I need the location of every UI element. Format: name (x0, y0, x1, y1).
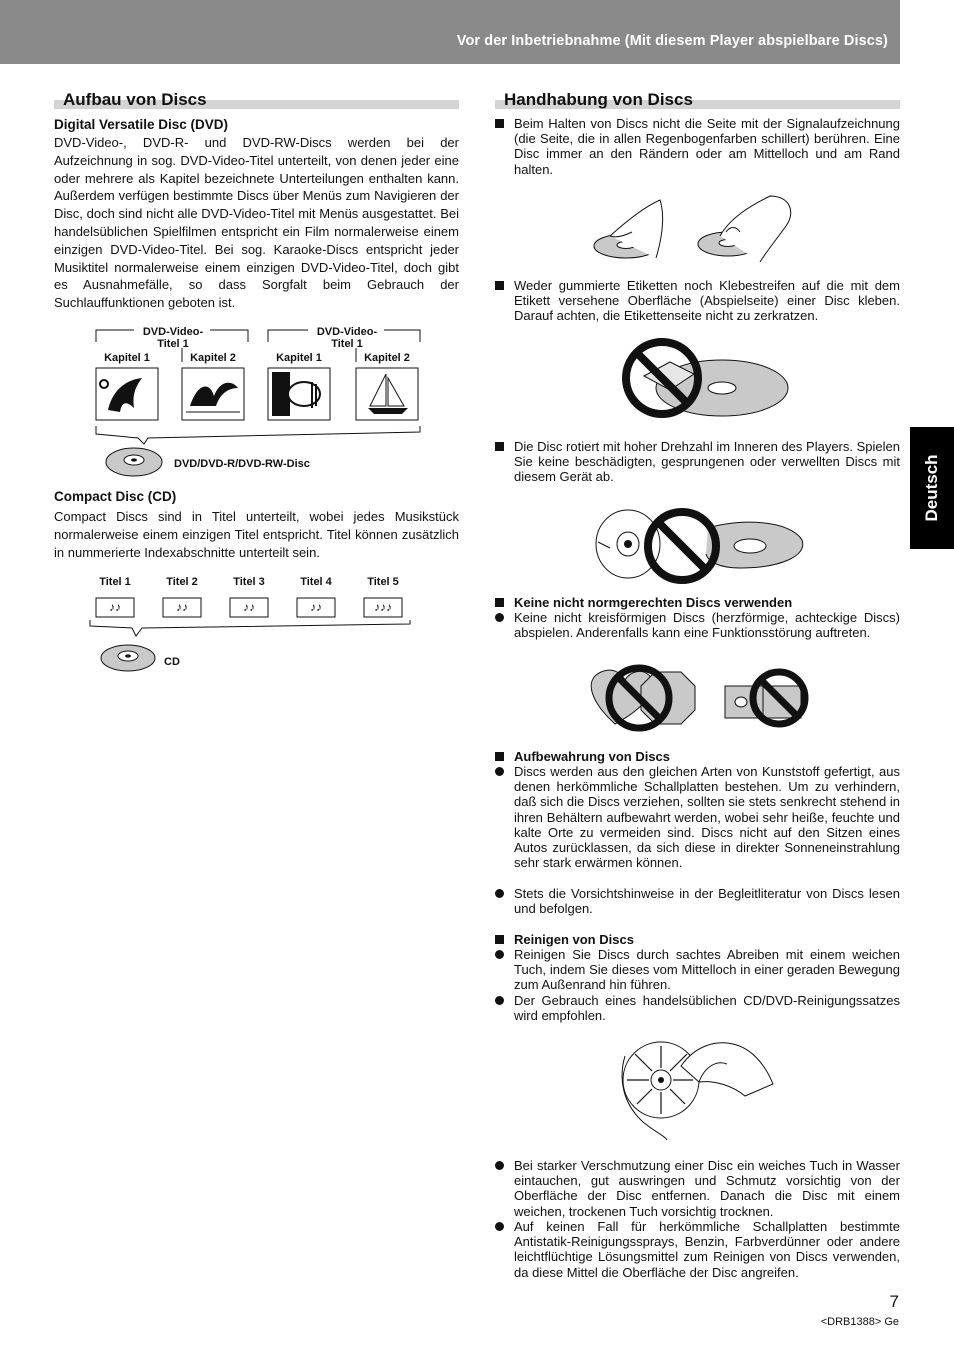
section-title-disc-handling (495, 90, 900, 110)
cd-title-label: Titel 4 (300, 576, 332, 588)
cleaning-item-3: Bei starker Verschmutzung einer Disc ein weiches Tuch in Wasser eintauchen, gut auswringen und Schmutz vorsichtig von der Oberfläche der Disc entfernen. Danach die Disc mit einem weichen, trockenen Tuch vorsichtig trocknen. (495, 1158, 900, 1219)
cleaning-item-1: Reinigen Sie Discs durch sachtes Abreiben mit einem weichen Tuch, indem Sie dieses vom Mittelloch in einer geraden Bewegung zum Außenrand hin führen. (495, 947, 900, 993)
music-note-icon: ♪♪ (176, 600, 188, 614)
no-damaged-disc-illustration (590, 502, 810, 590)
page-header-title: Vor der Inbetriebnahme (Mit diesem Player abspielbare Discs) (456, 33, 888, 49)
cd-title-label: Titel 3 (233, 576, 265, 588)
music-note-icon: ♪♪♪ (374, 600, 392, 614)
handling-item-hold: Beim Halten von Discs nicht die Seite mit der Signalaufzeichnung (die Seite, die in allen Regenbogenfarben schillert) berühren. Eine Disc immer an den Rändern oder am Mittelloch und am Rand halten. (495, 116, 900, 177)
cleaning-item-2: Der Gebrauch eines handelsüblichen CD/DVD-Reinigungssatzes wird empfohlen. (495, 993, 900, 1023)
page-number: 7 (889, 1292, 899, 1311)
square-bullet-icon (495, 119, 504, 128)
chapter-label: Kapitel 1 (104, 352, 150, 364)
storage-heading: Aufbewahrung von Discs (495, 749, 900, 764)
music-note-icon: ♪♪ (243, 600, 255, 614)
dvd-paragraph: DVD-Video-, DVD-R- und DVD-RW-Discs werden bei der Aufzeichnung in sog. DVD-Video-Titel unterteilt, von denen jeder eine oder mehrere als Kapitel bezeichnete Unterteilungen enthalten kann. Außerdem verfügen bestimmte Discs über Menüs zum Navigieren der Disc, doch sind nicht alle DVD-Video-Titel mit Menüs ausgestattet. Bei handelsüblichen Spielfilmen entspricht ein Film normalerweise einem einzigen DVD-Video-Titel. Bei sog. Karaoke-Discs entspricht jeder Musiktitel normalerweise einem einzigen DVD-Video-Titel, doch gibt es Ausnahmefälle, so dass Sorgfalt beim Gebrauch der Suchlauffunktionen geboten ist. (54, 135, 459, 311)
chapter-label: Kapitel 1 (276, 352, 322, 364)
chapter-label: Kapitel 2 (190, 352, 236, 364)
square-bullet-icon (495, 442, 504, 451)
dvd-disc-label: DVD/DVD-R/DVD-RW-Disc (174, 458, 310, 470)
dvd-title-label-1: DVD-Video- Titel 1 (142, 326, 204, 350)
square-bullet-icon (495, 752, 504, 761)
hold-disc-illustration (590, 192, 810, 264)
language-tab (910, 427, 954, 549)
cleaning-heading: Reinigen von Discs (495, 932, 900, 947)
cd-structure-diagram (88, 574, 418, 674)
chapter-label: Kapitel 2 (364, 352, 410, 364)
section-title-disc-structure (54, 90, 459, 110)
round-bullet-icon (495, 1161, 504, 1170)
section-title-text: Aufbau von Discs (63, 90, 207, 109)
section-title-text: Handhabung von Discs (504, 90, 693, 109)
storage-item-2: Stets die Vorsichtshinweise in der Begleitliteratur von Discs lesen und befolgen. (495, 886, 900, 916)
dvd-structure-diagram (90, 322, 430, 482)
cd-disc-label: CD (164, 656, 180, 668)
language-tab-label: Deutsch (922, 454, 941, 522)
handling-item-damaged: Die Disc rotiert mit hoher Drehzahl im Inneren des Players. Spielen Sie keine beschädigten, gesprungenen oder verwellten Discs mit diesem Gerät ab. (495, 439, 900, 485)
document-code: <DRB1388> Ge (820, 1316, 899, 1328)
storage-item-1: Discs werden aus den gleichen Arten von Kunststoff gefertigt, aus denen herkömmliche Schallplatten bestehen. Um zu verhindern, daß sich die Discs verziehen, sollten sie stets senkrecht stehend in ihren Behältern aufbewahrt werden, wobei sehr heiße, feuchte und kalte Orte zu vermeiden sind. Discs nicht auf den Sitzen eines Autos zurücklassen, da sich diese in direkter Sonneneinstrahlung sehr stark erwärmen können. (495, 764, 900, 870)
cd-paragraph: Compact Discs sind in Titel unterteilt, wobei jedes Musikstück normalerweise einem einzigen Titel entspricht. Titel können zusätzlich in nummerierte Indexabschnitte unterteilt sein. (54, 509, 459, 560)
handling-item-labels: Weder gummierte Etiketten noch Klebestreifen auf die mit dem Etikett versehene Oberfläche (Abspielseite) einer Disc kleben. Darauf achten, die Etikettenseite nicht zu zerkratzen. (495, 278, 900, 324)
cd-title-label: Titel 1 (99, 576, 131, 588)
square-bullet-icon (495, 935, 504, 944)
round-bullet-icon (495, 613, 504, 622)
round-bullet-icon (495, 1222, 504, 1231)
norm-heading: Keine nicht normgerechten Discs verwenden (495, 595, 900, 610)
music-note-icon: ♪♪ (109, 600, 121, 614)
header-bar (0, 0, 900, 64)
dvd-title-label-2: DVD-Video- Titel 1 (316, 326, 378, 350)
cleaning-item-4: Auf keinen Fall für herkömmliche Schallplatten bestimmte Antistatik-Reinigungssprays, Benzin, Farbverdünner oder andere leichtflüchtige Lösungsmittel zum Reinigen von Discs verwenden, da diese Mittel die Oberfläche der Disc angreifen. (495, 1219, 900, 1280)
round-bullet-icon (495, 889, 504, 898)
cleaning-illustration (615, 1036, 775, 1142)
dvd-heading: Digital Versatile Disc (DVD) (54, 117, 229, 132)
music-note-icon: ♪♪ (310, 600, 322, 614)
round-bullet-icon (495, 950, 504, 959)
no-sticker-illustration (620, 336, 790, 420)
square-bullet-icon (495, 281, 504, 290)
cd-title-label: Titel 5 (367, 576, 399, 588)
cd-title-label: Titel 2 (166, 576, 198, 588)
square-bullet-icon (495, 598, 504, 607)
round-bullet-icon (495, 767, 504, 776)
no-irregular-disc-illustration (585, 662, 835, 732)
norm-item: Keine nicht kreisförmigen Discs (herzförmige, achteckige Discs) abspielen. Anderenfalls kann eine Funktionsstörung auftreten. (495, 610, 900, 640)
round-bullet-icon (495, 996, 504, 1005)
cd-heading: Compact Disc (CD) (54, 489, 177, 504)
